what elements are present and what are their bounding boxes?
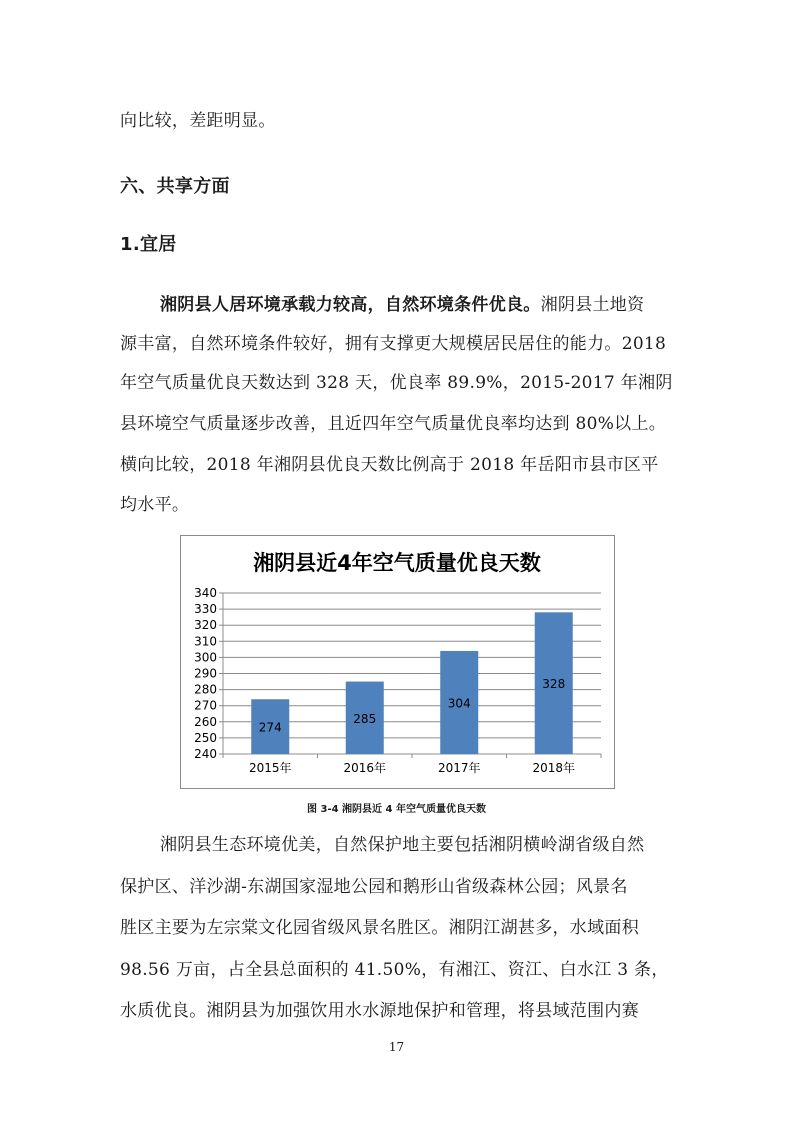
y-tick-label: 310 xyxy=(194,634,217,649)
paragraph-continuation: 向比较，差距明显。 xyxy=(120,111,276,131)
paragraph-1-line-5: 横向比较，2018 年湘阴县优良天数比例高于 2018 年岳阳市县市区平 xyxy=(120,455,659,475)
bar-chart-svg xyxy=(181,536,614,788)
chart-title: 湘阴县近4年空气质量优良天数 xyxy=(253,551,541,575)
paragraph-1-line-6: 均水平。 xyxy=(120,495,190,515)
x-tick-label: 2017年 xyxy=(437,761,481,775)
paragraph-2-line-5: 水质优良。湘阴县为加强饮用水水源地保护和管理，将县域范围内赛 xyxy=(120,1001,639,1021)
paragraph-1-line-1-rest: 湘阴县土地资 xyxy=(540,295,645,315)
x-tick-label: 2015年 xyxy=(248,761,292,775)
bar-data-label: 304 xyxy=(447,696,471,711)
page-number: 17 xyxy=(388,1040,405,1054)
y-tick-label: 270 xyxy=(194,698,217,713)
figure-caption: 图 3-4 湘阴县近 4 年空气质量优良天数 xyxy=(307,804,486,815)
bar-data-label: 328 xyxy=(542,677,566,692)
paragraph-2-line-4: 98.56 万亩，占全县总面积的 41.50%，有湘江、资江、白水江 3 条， xyxy=(120,960,669,980)
x-tick-label: 2016年 xyxy=(343,761,387,775)
y-tick-label: 280 xyxy=(194,682,217,697)
sub-heading: 1.宜居 xyxy=(120,234,177,255)
paragraph-2-line-3: 胜区主要为左宗棠文化园省级风景名胜区。湘阴江湖甚多，水域面积 xyxy=(120,918,639,938)
y-tick-label: 250 xyxy=(194,730,217,745)
paragraph-2-line-2: 保护区、洋沙湖-东湖国家湿地公园和鹅形山省级森林公园；风景名 xyxy=(120,877,628,897)
paragraph-1-line-2: 源丰富，自然环境条件较好，拥有支撑更大规模居民居住的能力。2018 xyxy=(120,334,667,354)
paragraph-1-line-1 xyxy=(160,290,644,315)
paragraph-1-line-3: 年空气质量优良天数达到 328 天，优良率 89.9%，2015-2017 年湘阴 xyxy=(120,373,673,393)
bar-data-label: 285 xyxy=(353,711,377,726)
y-tick-label: 320 xyxy=(194,618,217,633)
bar-chart xyxy=(180,535,615,789)
paragraph-2-line-1: 湘阴县生态环境优美，自然保护地主要包括湘阴横岭湖省级自然 xyxy=(160,835,645,855)
x-tick-label: 2018年 xyxy=(532,761,576,775)
y-tick-label: 300 xyxy=(194,650,217,665)
y-tick-label: 260 xyxy=(194,714,217,729)
y-tick-label: 240 xyxy=(194,747,217,761)
paragraph-1-line-4: 县环境空气质量逐步改善，且近四年空气质量优良率均达到 80%以上。 xyxy=(120,414,667,434)
y-tick-label: 290 xyxy=(194,666,217,681)
paragraph-1-lead: 湘阴县人居环境承载力较高，自然环境条件优良。 xyxy=(160,295,541,315)
y-tick-label: 340 xyxy=(194,586,217,600)
section-heading: 六、共享方面 xyxy=(120,176,230,197)
y-tick-label: 330 xyxy=(194,602,217,617)
bar-data-label: 274 xyxy=(258,720,282,735)
